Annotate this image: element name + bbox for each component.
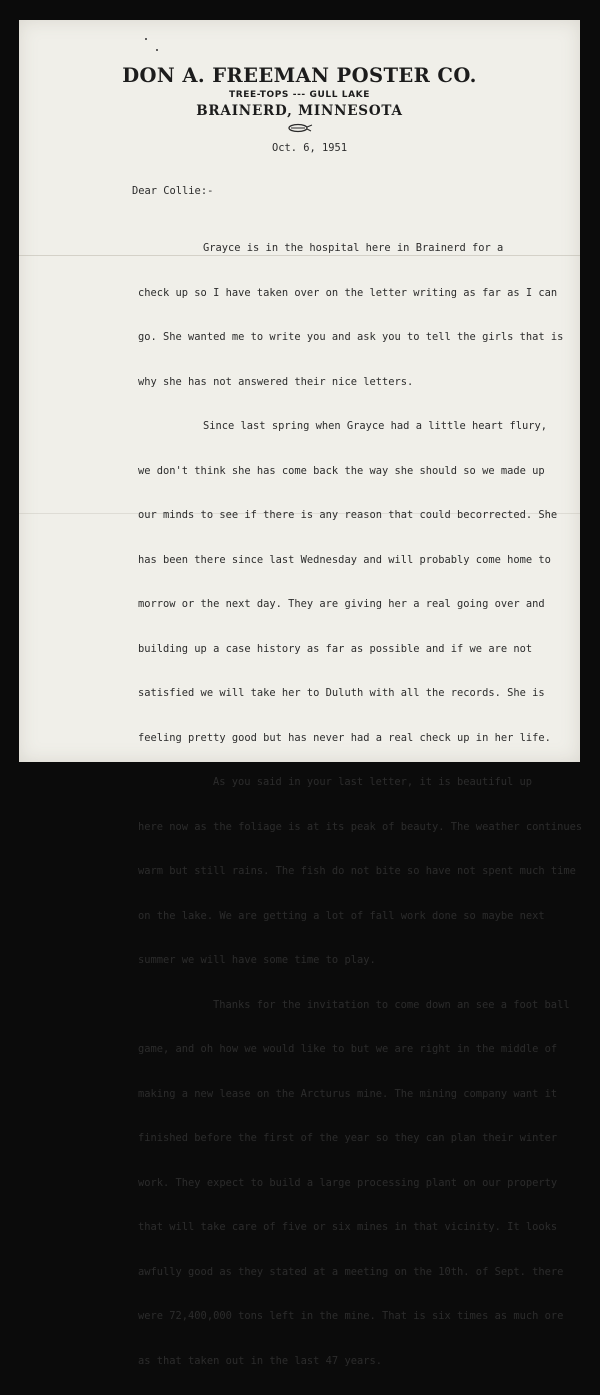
body-line: here now as the foliage is at its peak of beauty. The weather continues	[138, 820, 583, 833]
letterhead	[19, 64, 580, 134]
body-line: warm but still rains. The fish do not bite so have not spent much time	[138, 865, 576, 877]
body-line: finished before the first of the year so they can plan their winter	[138, 1132, 558, 1144]
letter-page	[19, 20, 583, 1367]
body-line: satisfied we will take her to Duluth with all the records. She is	[138, 687, 545, 699]
paper-speck	[145, 38, 147, 40]
body-line: as that taken out in the last 47 years.	[138, 1354, 382, 1367]
body-line: work. They expect to build a large processing plant on our property	[138, 1176, 558, 1189]
body-line: summer we will have some time to play.	[138, 954, 376, 966]
letterhead-emblem-icon	[285, 122, 315, 134]
body-line: feeling pretty good but has never had a real check up in her life.	[138, 731, 551, 744]
salutation: Dear Collie:-	[132, 185, 214, 197]
body-line: Grayce is in the hospital here in Brainerd for a	[203, 242, 504, 254]
paper-speck	[156, 49, 158, 51]
letterhead-subline: TREE-TOPS --- GULL LAKE	[228, 90, 371, 100]
company-name: DON A. FREEMAN POSTER CO.	[122, 64, 477, 87]
body-line: Thanks for the invitation to come down an see a foot ball	[213, 998, 570, 1011]
body-line: why she has not answered their nice letters.	[138, 375, 414, 388]
body-line: go. She wanted me to write you and ask you to tell the girls that is	[138, 331, 564, 343]
body-line: awfully good as they stated at a meeting on the 10th. of Sept. there	[138, 1265, 564, 1278]
body-line: making a new lease on the Arcturus mine. The mining company want it	[138, 1087, 558, 1100]
body-line: building up a case history as far as possible and if we are not	[138, 642, 533, 655]
body-line: morrow or the next day. They are giving her a real going over and	[138, 598, 545, 610]
body-line: has been there since last Wednesday and will probably come home to	[138, 553, 551, 566]
body-line: on the lake. We are getting a lot of fall work done so maybe next	[138, 909, 545, 922]
letterhead-city: BRAINERD, MINNESOTA	[196, 103, 403, 119]
letter-body	[138, 214, 583, 1395]
body-line: check up so I have taken over on the letter writing as far as I can	[138, 286, 558, 299]
body-line: that will take care of five or six mines in that vicinity. It looks	[138, 1221, 558, 1233]
letter-date: Oct. 6, 1951	[272, 142, 348, 154]
body-line: As you said in your last letter, it is beautiful up	[213, 776, 533, 788]
body-line: our minds to see if there is any reason that could becorrected. She	[138, 509, 558, 521]
body-line: were 72,400,000 tons left in the mine. That is six times as much ore	[138, 1310, 564, 1322]
body-line: Since last spring when Grayce had a little heart flury,	[203, 420, 548, 432]
body-line: game, and oh how we would like to but we are right in the middle of	[138, 1043, 558, 1055]
body-line: we don't think she has come back the way she should so we made up	[138, 464, 545, 477]
